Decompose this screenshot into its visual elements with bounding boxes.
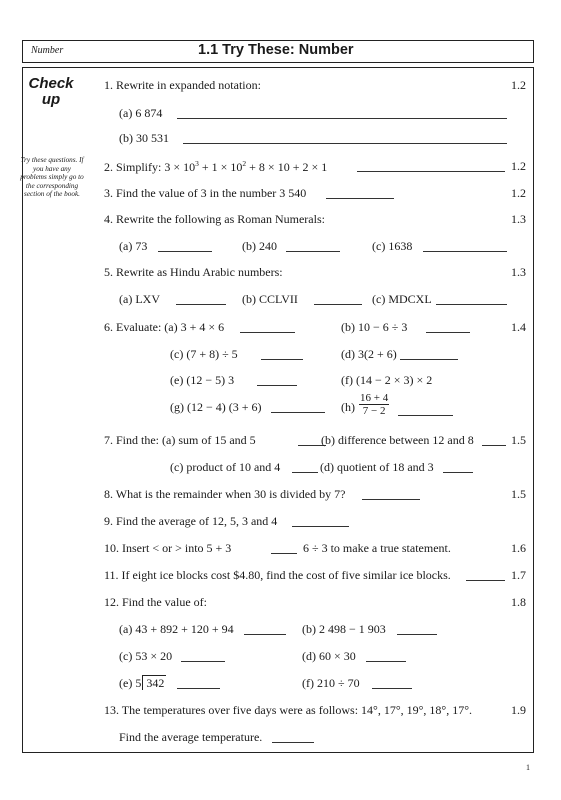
- q7c-answer-line[interactable]: [292, 472, 318, 473]
- q6-stem: 6. Evaluate: (a) 3 + 4 × 6: [104, 320, 225, 334]
- q3-stem: 3. Find the value of 3 in the number 3 540: [104, 186, 307, 200]
- q13-section: 1.9: [511, 703, 526, 717]
- q4c-label: (c) 1638: [372, 239, 413, 253]
- q4a-label: (a) 73: [119, 239, 148, 253]
- q12a-answer-line[interactable]: [244, 634, 286, 635]
- q13-sub: Find the average temperature.: [119, 730, 263, 744]
- q4c-answer-line[interactable]: [423, 251, 507, 252]
- q6h-label: (h): [341, 400, 355, 414]
- topic-label: Number: [31, 45, 64, 56]
- q6h-fraction: $\frac{16 + 4}{7 - 2}$: [360, 392, 389, 417]
- page-title: 1.1 Try These: Number: [198, 42, 354, 58]
- q6b-answer-line[interactable]: [426, 332, 470, 333]
- q4b-answer-line[interactable]: [286, 251, 340, 252]
- q7-section: 1.5: [511, 433, 526, 447]
- q9-answer-line[interactable]: [292, 526, 349, 527]
- q11-section: 1.7: [511, 568, 526, 582]
- q5a-answer-line[interactable]: [176, 304, 226, 305]
- q6h-answer-line[interactable]: [398, 415, 453, 416]
- q10-answer-line[interactable]: [271, 553, 297, 554]
- q7d-label: (d) quotient of 18 and 3: [320, 460, 434, 474]
- q13-answer-line[interactable]: [272, 742, 314, 743]
- q12-stem: 12. Find the value of:: [104, 595, 207, 609]
- q8-answer-line[interactable]: [362, 499, 420, 500]
- q4b-label: (b) 240: [242, 239, 277, 253]
- q4-stem: 4. Rewrite the following as Roman Numerals:: [104, 212, 325, 226]
- q1a-label: (a) 6 874: [119, 106, 163, 120]
- q12f-answer-line[interactable]: [372, 688, 412, 689]
- q5-stem: 5. Rewrite as Hindu Arabic numbers:: [104, 265, 283, 279]
- long-division-bracket: 342: [142, 675, 166, 690]
- q6b-label: (b) 10 − 6 ÷ 3: [341, 320, 408, 334]
- q10-stem: 10. Insert < or > into 5 + 3: [104, 541, 232, 555]
- q6a-answer-line[interactable]: [240, 332, 295, 333]
- q12-section: 1.8: [511, 595, 526, 609]
- q5a-label: (a) LXV: [119, 292, 160, 306]
- q6d-answer-line[interactable]: [400, 359, 458, 360]
- q6-section: 1.4: [511, 320, 526, 334]
- q6c-answer-line[interactable]: [261, 359, 303, 360]
- q5-section: 1.3: [511, 265, 526, 279]
- q7d-answer-line[interactable]: [443, 472, 473, 473]
- q6e-answer-line[interactable]: [257, 385, 297, 386]
- q12c-label: (c) 53 × 20: [119, 649, 173, 663]
- sidebar-note: Try these questions. If you have any problems simply go to the corresponding section of the book.: [20, 156, 84, 199]
- q8-stem: 8. What is the remainder when 30 is divided by 7?: [104, 487, 346, 501]
- q6f-label: (f) (14 − 2 × 3) × 2: [341, 373, 433, 387]
- q12a-label: (a) 43 + 892 + 120 + 94: [119, 622, 234, 636]
- q6g-label: (g) (12 − 4) (3 + 6): [170, 400, 262, 414]
- q1b-answer-line[interactable]: [183, 143, 507, 144]
- q7b-answer-line[interactable]: [482, 445, 506, 446]
- q7-stem: 7. Find the: (a) sum of 15 and 5: [104, 433, 256, 447]
- q6d-label: (d) 3(2 + 6): [341, 347, 397, 361]
- q12d-label: (d) 60 × 30: [302, 649, 356, 663]
- q6g-answer-line[interactable]: [271, 412, 325, 413]
- q5c-answer-line[interactable]: [436, 304, 507, 305]
- q12f-label: (f) 210 ÷ 70: [302, 676, 360, 690]
- q1-section: 1.2: [511, 78, 526, 92]
- q10-section: 1.6: [511, 541, 526, 555]
- q5b-label: (b) CCLVII: [242, 292, 298, 306]
- q8-section: 1.5: [511, 487, 526, 501]
- q2-answer-line[interactable]: [357, 171, 505, 172]
- q10-rest: 6 ÷ 3 to make a true statement.: [303, 541, 451, 555]
- q3-answer-line[interactable]: [326, 198, 394, 199]
- check-up-heading: Check up: [28, 75, 74, 108]
- q1-stem: 1. Rewrite in expanded notation:: [104, 78, 261, 92]
- q7c-label: (c) product of 10 and 4: [170, 460, 281, 474]
- q12d-answer-line[interactable]: [366, 661, 406, 662]
- q12e-answer-line[interactable]: [177, 688, 220, 689]
- q9-stem: 9. Find the average of 12, 5, 3 and 4: [104, 514, 278, 528]
- q13-stem: 13. The temperatures over five days were as follows: 14°, 17°, 19°, 18°, 17°.: [104, 703, 473, 717]
- q12e-label: (e) 5 342: [119, 676, 165, 690]
- q5b-answer-line[interactable]: [314, 304, 362, 305]
- q6e-label: (e) (12 − 5) 3: [170, 373, 235, 387]
- q1b-label: (b) 30 531: [119, 131, 169, 145]
- q4a-answer-line[interactable]: [158, 251, 212, 252]
- q6c-label: (c) (7 + 8) ÷ 5: [170, 347, 238, 361]
- q4-section: 1.3: [511, 212, 526, 226]
- q5c-label: (c) MDCXL: [372, 292, 432, 306]
- q11-stem: 11. If eight ice blocks cost $4.80, find the cost of five similar ice blocks.: [104, 568, 451, 582]
- page-number: 1: [526, 763, 530, 772]
- q11-answer-line[interactable]: [466, 580, 505, 581]
- q3-section: 1.2: [511, 186, 526, 200]
- q7b-label: (b) difference between 12 and 8: [321, 433, 474, 447]
- q1a-answer-line[interactable]: [177, 118, 507, 119]
- page-header: [22, 40, 534, 63]
- q12b-label: (b) 2 498 − 1 903: [302, 622, 386, 636]
- q2-stem: 2. Simplify: $3 \times 10^3 + 1 \times 10^2 + 8 \times 10 + 2 \times 1$: [104, 159, 328, 174]
- q2-section: 1.2: [511, 159, 526, 173]
- q12b-answer-line[interactable]: [397, 634, 437, 635]
- q12c-answer-line[interactable]: [181, 661, 225, 662]
